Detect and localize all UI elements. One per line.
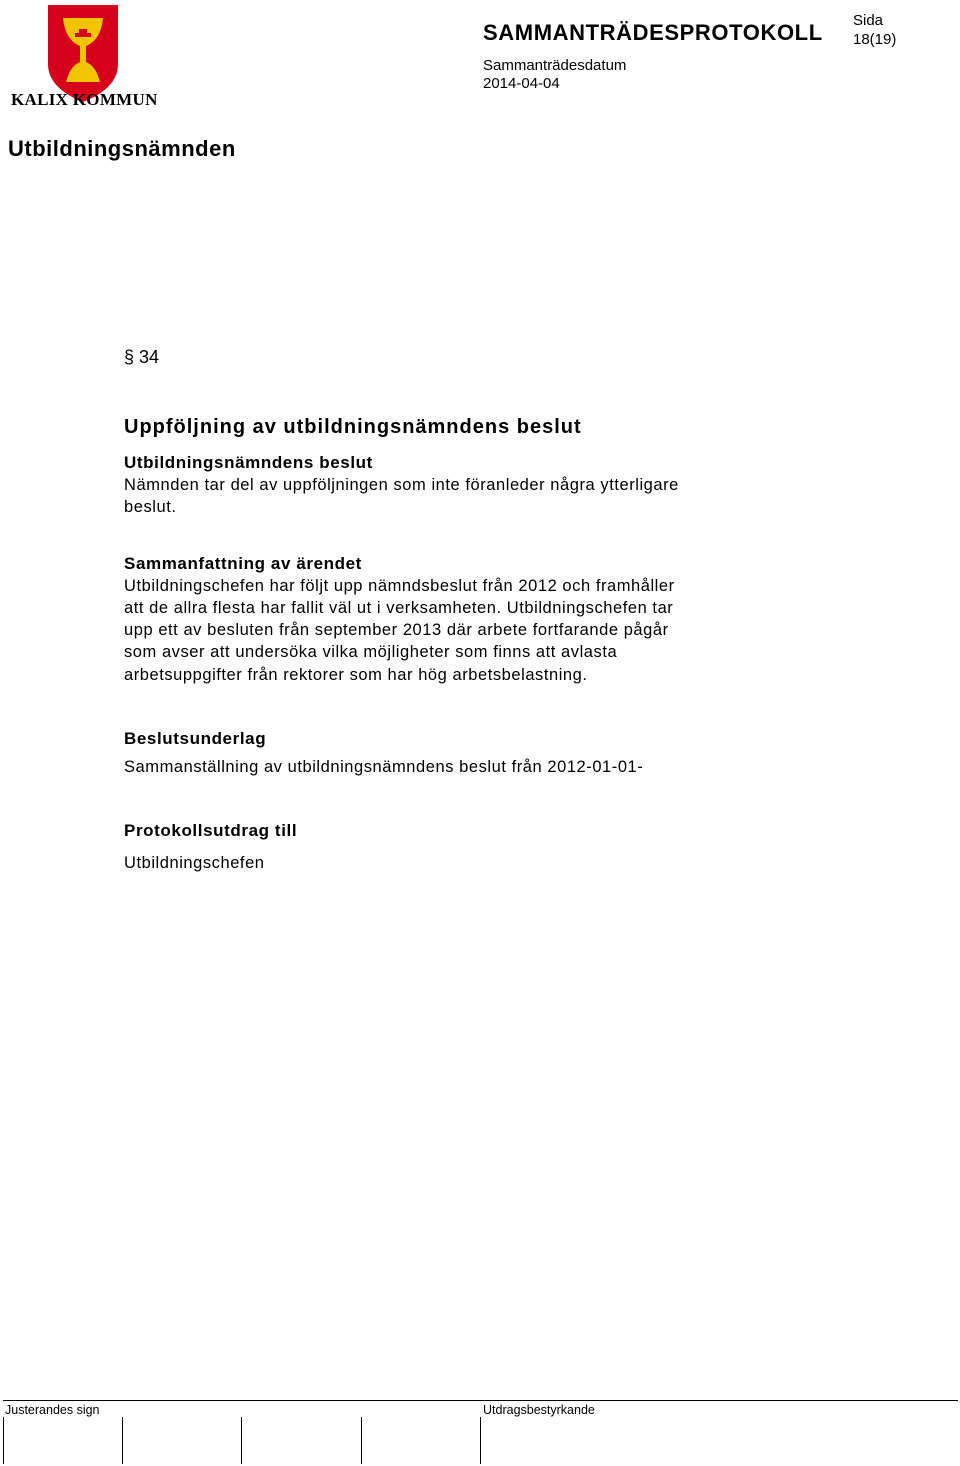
extract-heading: Protokollsutdrag till bbox=[124, 821, 298, 841]
summary-heading: Sammanfattning av ärendet bbox=[124, 553, 362, 573]
summary-line: arbetsuppgifter från rektorer som har hög arbetsbelastning. bbox=[124, 665, 588, 684]
certification-label: Utdragsbestyrkande bbox=[483, 1403, 595, 1417]
signature-box-divider bbox=[122, 1417, 123, 1464]
page-label: Sida bbox=[853, 12, 884, 29]
decision-heading: Utbildningsnämndens beslut bbox=[124, 453, 373, 472]
signature-box-divider bbox=[241, 1417, 242, 1464]
item-content bbox=[124, 413, 824, 875]
summary-line: Utbildningschefen har följt upp nämndsbeslut från 2012 och framhåller bbox=[124, 576, 675, 595]
basis-heading: Beslutsunderlag bbox=[124, 729, 267, 749]
organization-name: KALIX KOMMUN bbox=[11, 90, 158, 109]
summary-line: som avser att undersöka vilka möjligheter som finns att avlasta bbox=[124, 643, 618, 662]
item-title: Uppföljning av utbildningsnämndens beslut bbox=[124, 416, 582, 438]
signature-box-divider bbox=[480, 1417, 481, 1464]
decision-text-line: Nämnden tar del av uppföljningen som inte föranleder några ytterligare bbox=[124, 476, 679, 494]
decision-text-line: beslut. bbox=[124, 498, 177, 517]
meeting-date-label: Sammanträdesdatum bbox=[483, 57, 627, 74]
footer-divider bbox=[3, 1400, 958, 1401]
summary-line: att de allra flesta har fallit väl ut i verksamheten. Utbildningschefen tar bbox=[124, 598, 674, 617]
summary-line: upp ett av besluten från september 2013 där arbete fortfarande pågår bbox=[124, 621, 669, 640]
page-number: 18(19) bbox=[853, 31, 897, 48]
basis-text: Sammanställning av utbildningsnämndens beslut från 2012-01-01- bbox=[124, 758, 644, 777]
paragraph-number: § 34 bbox=[124, 347, 160, 367]
extract-recipient: Utbildningschefen bbox=[124, 854, 265, 873]
signature-box-divider bbox=[361, 1417, 362, 1464]
document-title: SAMMANTRÄDESPROTOKOLL bbox=[483, 20, 823, 45]
signature-box-divider bbox=[3, 1417, 4, 1464]
committee-name: Utbildningsnämnden bbox=[8, 136, 236, 161]
meeting-date-value: 2014-04-04 bbox=[483, 75, 560, 92]
signatures-label: Justerandes sign bbox=[5, 1403, 100, 1417]
